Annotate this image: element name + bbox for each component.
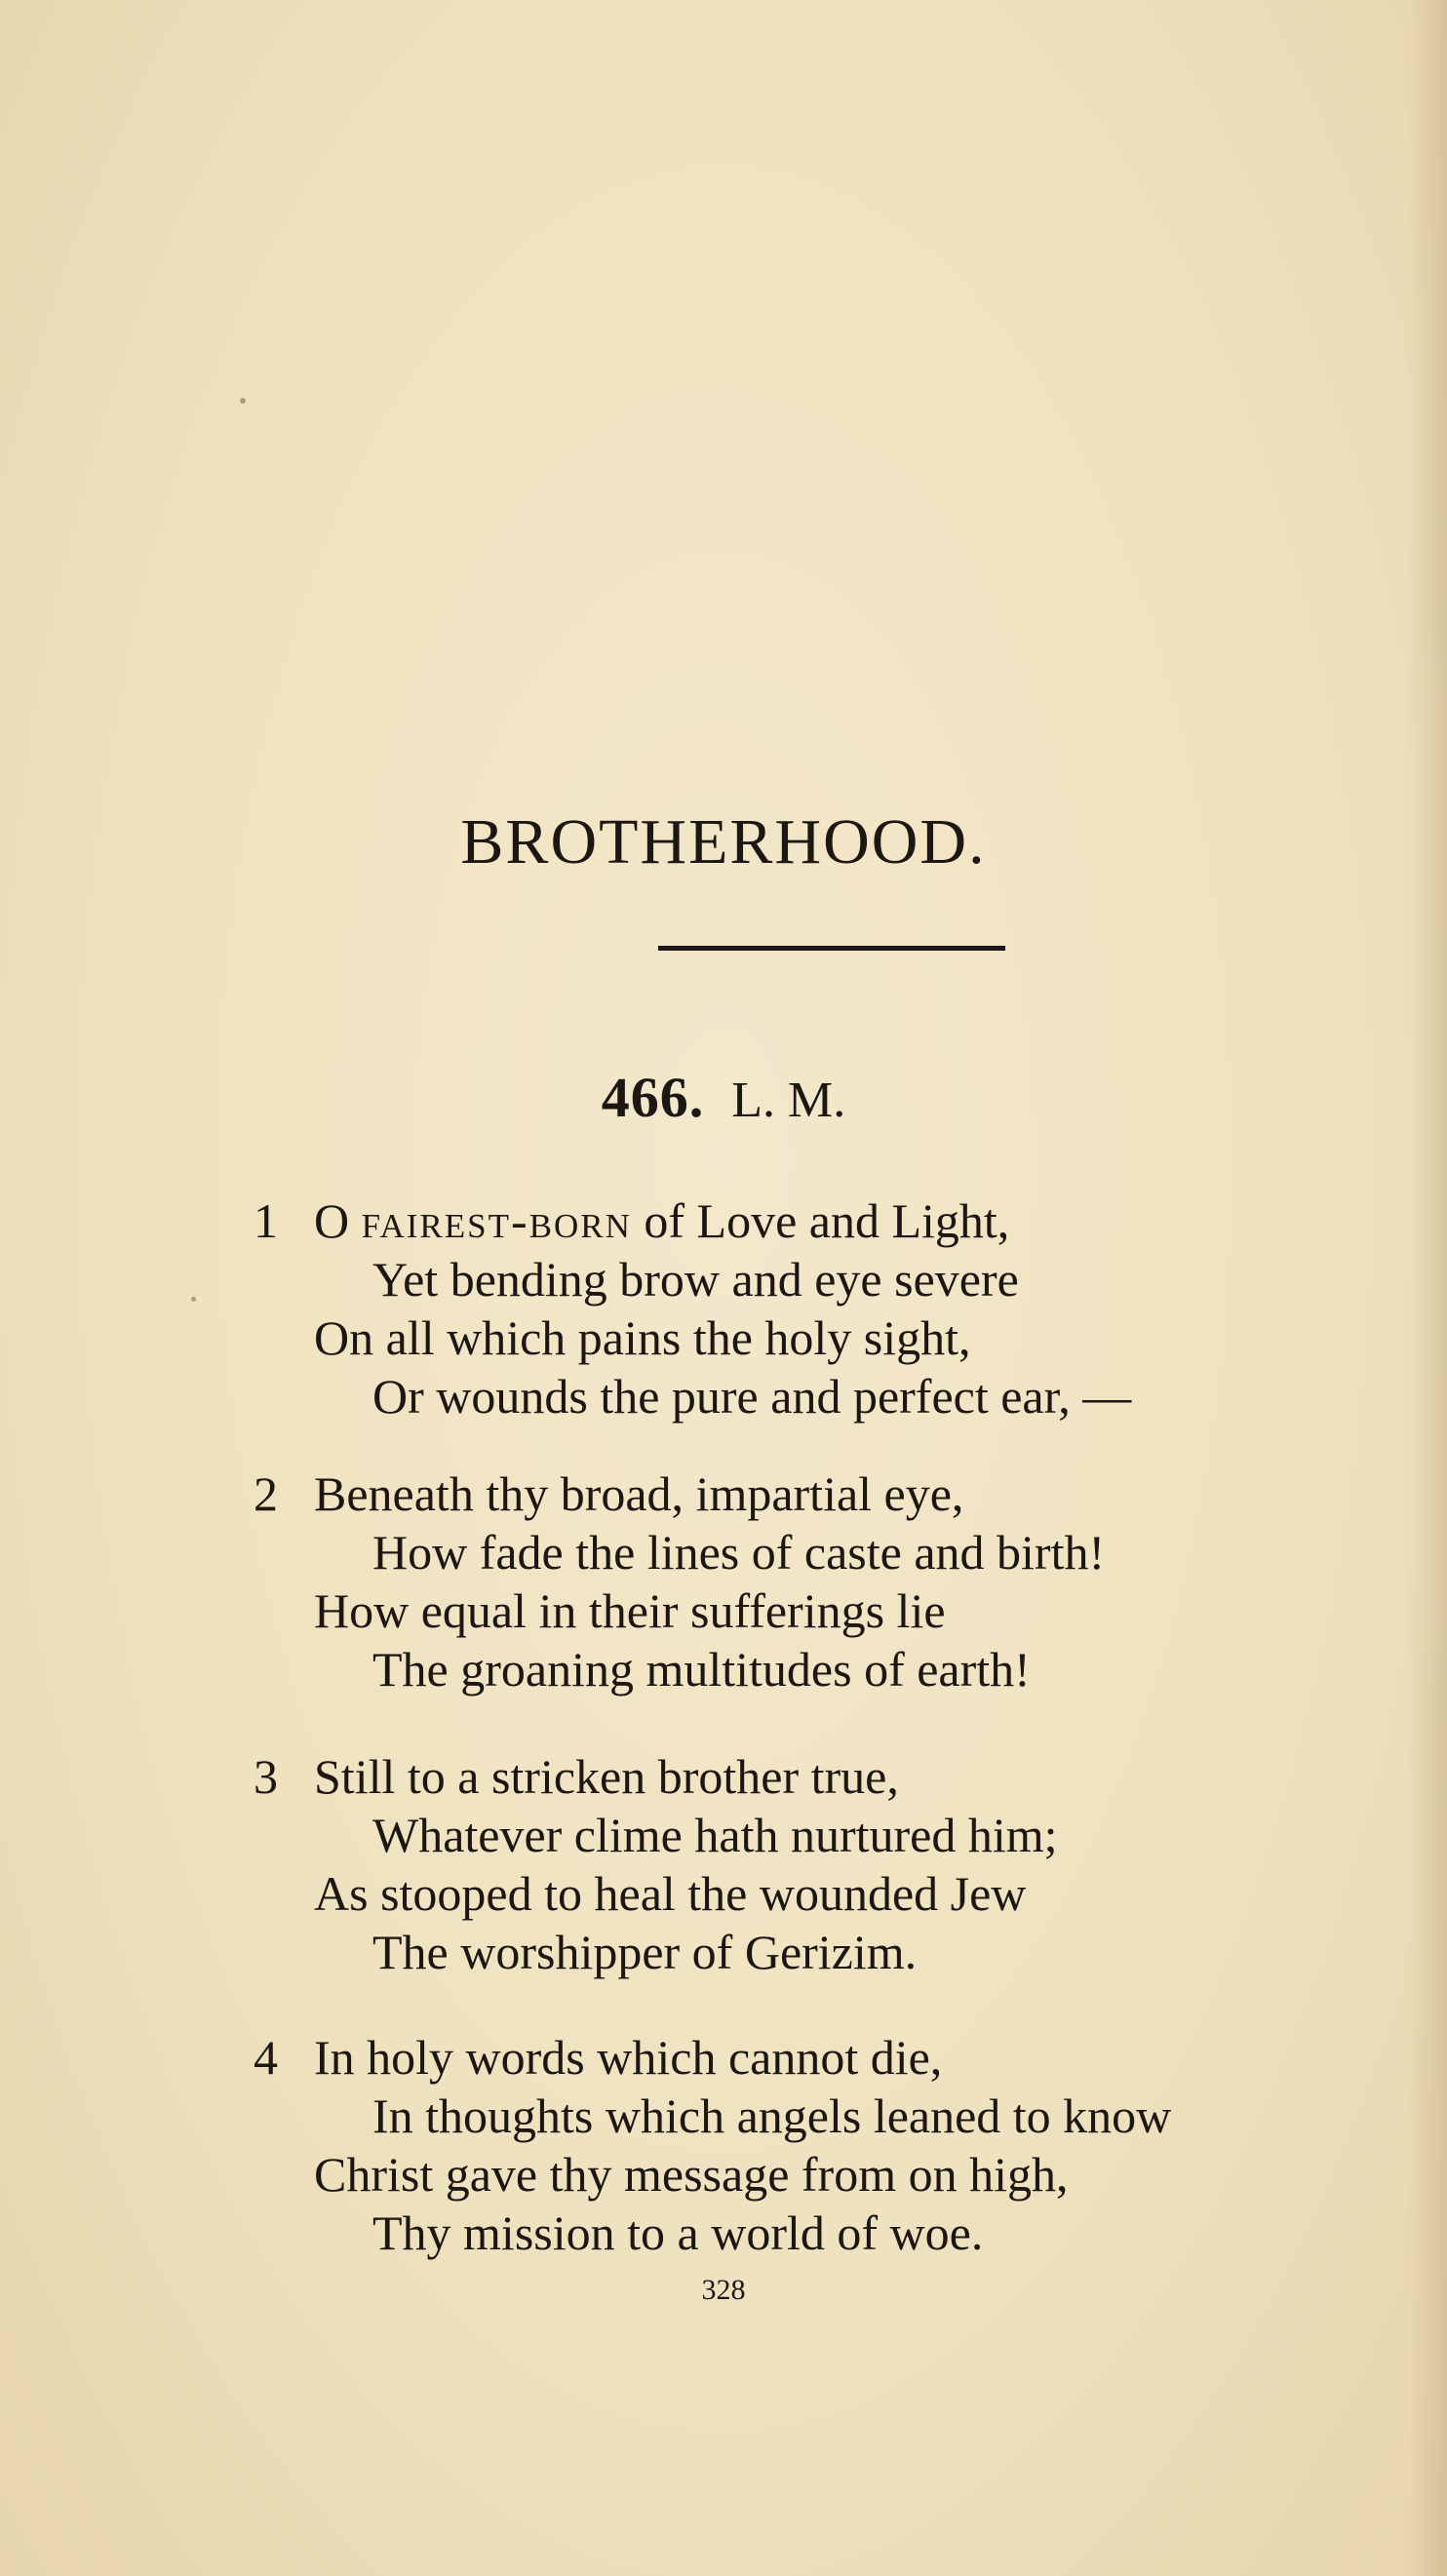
stanza-1: [254, 1191, 1404, 1425]
line-text-start: O: [314, 1193, 362, 1248]
section-title: BROTHERHOOD.: [460, 806, 987, 878]
page-number: 328: [701, 2274, 746, 2306]
title-rule: [658, 946, 1005, 951]
paper-speck: [191, 1297, 196, 1302]
stanza-line: Or wounds the pure and perfect ear, —: [372, 1369, 1132, 1424]
stanza-line: On all which pains the holy sight,: [314, 1310, 971, 1365]
paper-speck: [240, 398, 246, 404]
stanza-line: [254, 2028, 1404, 2087]
hymn-number: 466.: [601, 1066, 705, 1129]
hymn-meter: L. M.: [731, 1073, 846, 1128]
line-text-smallcaps: fairest-born: [361, 1193, 632, 1248]
hymn-heading: [0, 1065, 1447, 1130]
stanza-line: In thoughts which angels leaned to know: [372, 2088, 1172, 2143]
line-text: Beneath thy broad, impartial eye,: [314, 1466, 964, 1521]
stanza-line: How equal in their sufferings lie: [314, 1583, 946, 1638]
stanza-line: The worshipper of Gerizim.: [372, 1925, 918, 1979]
line-text-rest: of Love and Light,: [631, 1193, 1010, 1248]
stanza-line: [254, 1747, 1404, 1806]
line-text: Still to a stricken brother true,: [314, 1749, 899, 1804]
stanza-number: 1: [254, 1193, 278, 1248]
stanza-number: 3: [254, 1749, 278, 1804]
stanza-4: [254, 2028, 1404, 2262]
stanza-number: 2: [254, 1466, 278, 1521]
stanza-line: The groaning multitudes of earth!: [372, 1642, 1031, 1697]
stanza-line: Thy mission to a world of woe.: [372, 2205, 984, 2260]
stanza-line: How fade the lines of caste and birth!: [372, 1525, 1106, 1580]
page-edge-shadow: [1408, 0, 1447, 2576]
stanza-2: [254, 1464, 1404, 1698]
stanza-3: [254, 1747, 1404, 1981]
stanza-line: Whatever clime hath nurtured him;: [372, 1808, 1058, 1862]
stanza-line: Christ gave thy message from on high,: [314, 2147, 1069, 2202]
line-text: In holy words which cannot die,: [314, 2030, 943, 2085]
stanza-number: 4: [254, 2030, 278, 2085]
stanza-line: [254, 1464, 1404, 1523]
stanza-line: [254, 1191, 1404, 1250]
stanza-line: Yet bending brow and eye severe: [372, 1252, 1019, 1307]
stanza-line: As stooped to heal the wounded Jew: [314, 1866, 1027, 1921]
